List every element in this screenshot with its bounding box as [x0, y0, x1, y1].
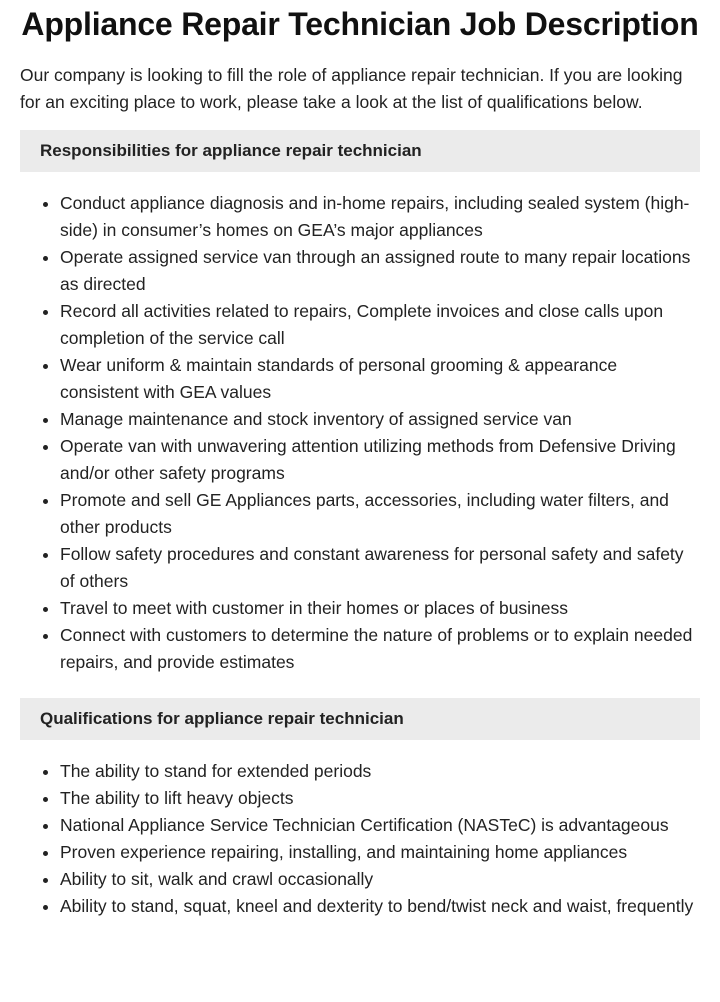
list-item: • Follow safety procedures and constant awareness for personal safety and safety of others	[60, 541, 700, 595]
list-item: • Wear uniform & maintain standards of personal grooming & appearance consistent with GEA values	[60, 352, 700, 406]
list-item: • Connect with customers to determine the nature of problems or to explain needed repairs, and provide estimates	[60, 622, 700, 676]
list-item: • Ability to stand, squat, kneel and dexterity to bend/twist neck and waist, frequently	[60, 893, 700, 920]
list-item: • Conduct appliance diagnosis and in-home repairs, including sealed system (high-side) in consumer’s homes on GEA’s major appliances	[60, 190, 700, 244]
list-item: • Travel to meet with customer in their homes or places of business	[60, 595, 700, 622]
qualifications-list	[20, 758, 700, 920]
list-item: • The ability to lift heavy objects	[60, 785, 700, 812]
list-item: • Ability to sit, walk and crawl occasionally	[60, 866, 700, 893]
page-title: Appliance Repair Technician Job Description	[21, 6, 699, 42]
qualifications-heading: Qualifications for appliance repair technician	[20, 698, 700, 740]
responsibilities-heading: Responsibilities for appliance repair technician	[20, 130, 700, 172]
list-item: • Operate assigned service van through an assigned route to many repair locations as directed	[60, 244, 700, 298]
list-item: • The ability to stand for extended periods	[60, 758, 700, 785]
list-item: • Proven experience repairing, installing, and maintaining home appliances	[60, 839, 700, 866]
list-item: • Record all activities related to repairs, Complete invoices and close calls upon completion of the service call	[60, 298, 700, 352]
list-item: • Manage maintenance and stock inventory of assigned service van	[60, 406, 700, 433]
responsibilities-list	[20, 190, 700, 676]
list-item: • Promote and sell GE Appliances parts, accessories, including water filters, and other products	[60, 487, 700, 541]
list-item: • National Appliance Service Technician Certification (NASTeC) is advantageous	[60, 812, 700, 839]
intro-text: Our company is looking to fill the role of appliance repair technician. If you are looking for an exciting place to work, please take a look at the list of qualifications below.	[20, 65, 683, 112]
list-item: • Operate van with unwavering attention utilizing methods from Defensive Driving and/or other safety programs	[60, 433, 700, 487]
